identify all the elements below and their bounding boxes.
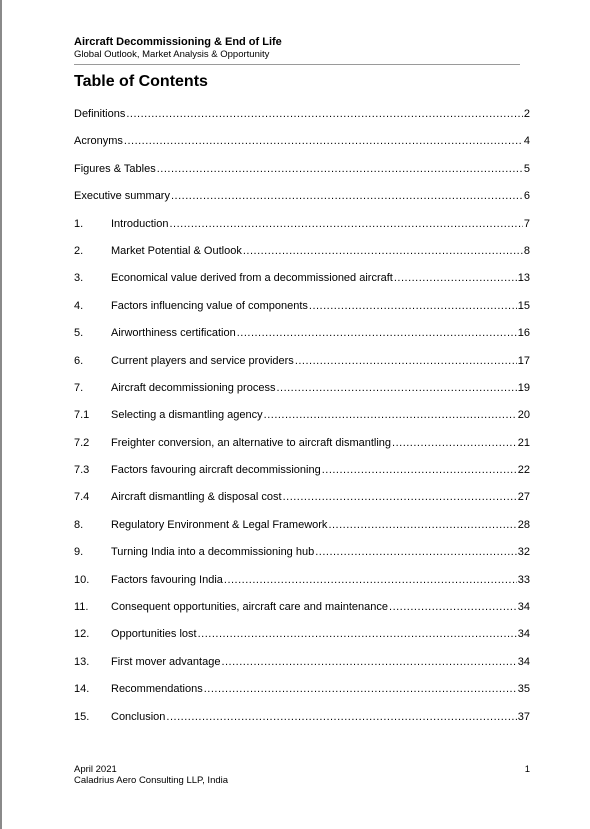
document-header [74,36,520,60]
toc-dot-leader [276,381,516,395]
toc-entry-page: 27 [517,491,530,504]
toc-entry[interactable] [74,326,530,353]
footer-date: April 2021 [74,764,117,775]
toc-entry[interactable] [74,299,530,326]
toc-entry-number: 7.3 [74,464,90,477]
header-divider [74,64,520,65]
toc-entry-label: Consequent opportunities, aircraft care and maintenance [111,601,389,614]
toc-entry[interactable] [74,134,530,161]
toc-entry[interactable] [74,490,530,517]
toc-entry-number: 15. [74,710,90,723]
toc-entry-page: 33 [517,573,530,586]
toc-entry-number: 7. [74,381,84,394]
toc-entry-page: 32 [517,546,530,559]
toc-entry-page: 5 [523,162,530,175]
footer-page-number: 1 [524,764,530,775]
toc-entry[interactable] [74,189,530,216]
toc-entry-page: 20 [517,409,530,422]
toc-dot-leader [322,463,517,477]
toc-entry-number: 13. [74,655,90,668]
toc-entry[interactable] [74,217,530,244]
toc-entry-number: 7.4 [74,491,90,504]
toc-dot-leader [394,271,517,285]
toc-entry-number: 1. [74,217,84,230]
toc-entry[interactable] [74,627,530,654]
toc-entry[interactable] [74,354,530,381]
toc-entry[interactable] [74,436,530,463]
toc-entry-label: Turning India into a decommissioning hub [111,546,315,559]
toc-dot-leader [389,600,517,614]
toc-entry-number: 6. [74,354,84,367]
document-title: Aircraft Decommissioning & End of Life [74,36,282,48]
toc-entry-label: Factors influencing value of components [111,299,308,312]
footer-company: Caladrius Aero Consulting LLP, India [74,775,229,786]
toc-entry-label: Economical value derived from a decommissioned aircraft [111,272,393,285]
toc-entry-label: Regulatory Environment & Legal Framework [111,518,328,531]
document-subtitle: Global Outlook, Market Analysis & Opportunity [74,49,270,60]
toc-entry-page: 28 [517,518,530,531]
toc-entry-label: Market Potential & Outlook [111,244,242,257]
toc-entry-page: 34 [517,628,530,641]
toc-entry-label: First mover advantage [111,655,221,668]
toc-entry-label: Aircraft decommissioning process [111,381,276,394]
toc-entry-label: Selecting a dismantling agency [111,409,263,422]
toc-dot-leader [124,134,523,148]
toc-entry-page: 7 [523,217,530,230]
toc-heading: Table of Contents [74,73,208,90]
toc-dot-leader [204,682,517,696]
toc-dot-leader [315,545,517,559]
toc-entry-number: 2. [74,244,84,257]
toc-entry[interactable] [74,107,530,134]
toc-entry-number: 7.1 [74,409,90,422]
toc-entry-label: Aircraft dismantling & disposal cost [111,491,282,504]
toc-entry-page: 22 [517,464,530,477]
toc-dot-leader [328,518,516,532]
toc-dot-leader [264,408,517,422]
toc-entry-page: 37 [517,710,530,723]
toc-entry-page: 21 [517,436,530,449]
toc-entry-number: 14. [74,683,90,696]
toc-entry[interactable] [74,271,530,298]
toc-entry-number: 10. [74,573,90,586]
toc-dot-leader [224,573,517,587]
toc-entry-label: Definitions [74,108,126,120]
toc-entry-number: 5. [74,327,84,340]
toc-entry-number: 11. [74,601,89,614]
toc-entry-number: 12. [74,628,90,641]
toc-entry-label: Factors favouring aircraft decommissioning [111,464,321,477]
toc-entry[interactable] [74,518,530,545]
toc-entry[interactable] [74,682,530,709]
toc-entry-page: 8 [523,244,530,257]
toc-entry-number: 9. [74,546,84,559]
toc-entry-label: Conclusion [111,710,166,723]
toc-entry-label: Freighter conversion, an alternative to aircraft dismantling [111,436,392,449]
toc-entry-label: Acronyms [74,135,123,148]
toc-entry-page: 15 [517,299,530,312]
toc-entry-page: 16 [517,327,530,340]
toc-dot-leader [237,326,517,340]
toc-entry[interactable] [74,655,530,682]
toc-entry-page: 13 [517,272,530,285]
toc-dot-leader [166,710,516,724]
toc-entry-page: 34 [517,655,530,668]
toc-dot-leader [126,107,523,121]
toc-entry-page: 34 [517,601,530,614]
toc-entry[interactable] [74,244,530,271]
toc-dot-leader [169,217,522,231]
toc-entry-number: 7.2 [74,436,90,449]
toc-entry[interactable] [74,463,530,490]
toc-entry[interactable] [74,162,530,189]
toc-entry[interactable] [74,408,530,435]
toc-entry[interactable] [74,381,530,408]
toc-dot-leader [309,299,517,313]
toc-entry-page: 19 [517,381,530,394]
toc-entry[interactable] [74,710,530,737]
toc-entry-number: 3. [74,272,84,285]
toc-dot-leader [157,162,523,176]
document-footer [74,764,530,786]
toc-entry-label: Figures & Tables [74,162,156,175]
toc-entry-page: 4 [523,135,530,148]
toc-entry-page: 35 [517,683,530,696]
toc-entry[interactable] [74,600,530,627]
toc-entry-label: Introduction [111,217,169,230]
toc-entry-page: 2 [523,108,530,120]
toc-entry-page: 6 [523,190,530,203]
toc-entry-number: 8. [74,518,84,531]
toc-dot-leader [198,627,517,641]
toc-entry-label: Factors favouring India [111,573,223,586]
toc-entry-label: Executive summary [74,190,170,203]
toc-dot-leader [295,354,517,368]
toc-dot-leader [392,436,517,450]
toc-dot-leader [243,244,523,258]
toc-entry[interactable] [74,573,530,600]
toc-entry-number: 4. [74,299,84,312]
table-of-contents [74,107,530,737]
toc-entry[interactable] [74,545,530,572]
toc-entry-page: 17 [517,354,530,367]
toc-dot-leader [171,189,523,203]
toc-dot-leader [283,490,517,504]
toc-entry-label: Current players and service providers [111,354,294,367]
toc-dot-leader [221,655,516,669]
toc-entry-label: Recommendations [111,683,203,696]
toc-entry-label: Opportunities lost [111,628,197,641]
toc-entry-label: Airworthiness certification [111,327,236,340]
